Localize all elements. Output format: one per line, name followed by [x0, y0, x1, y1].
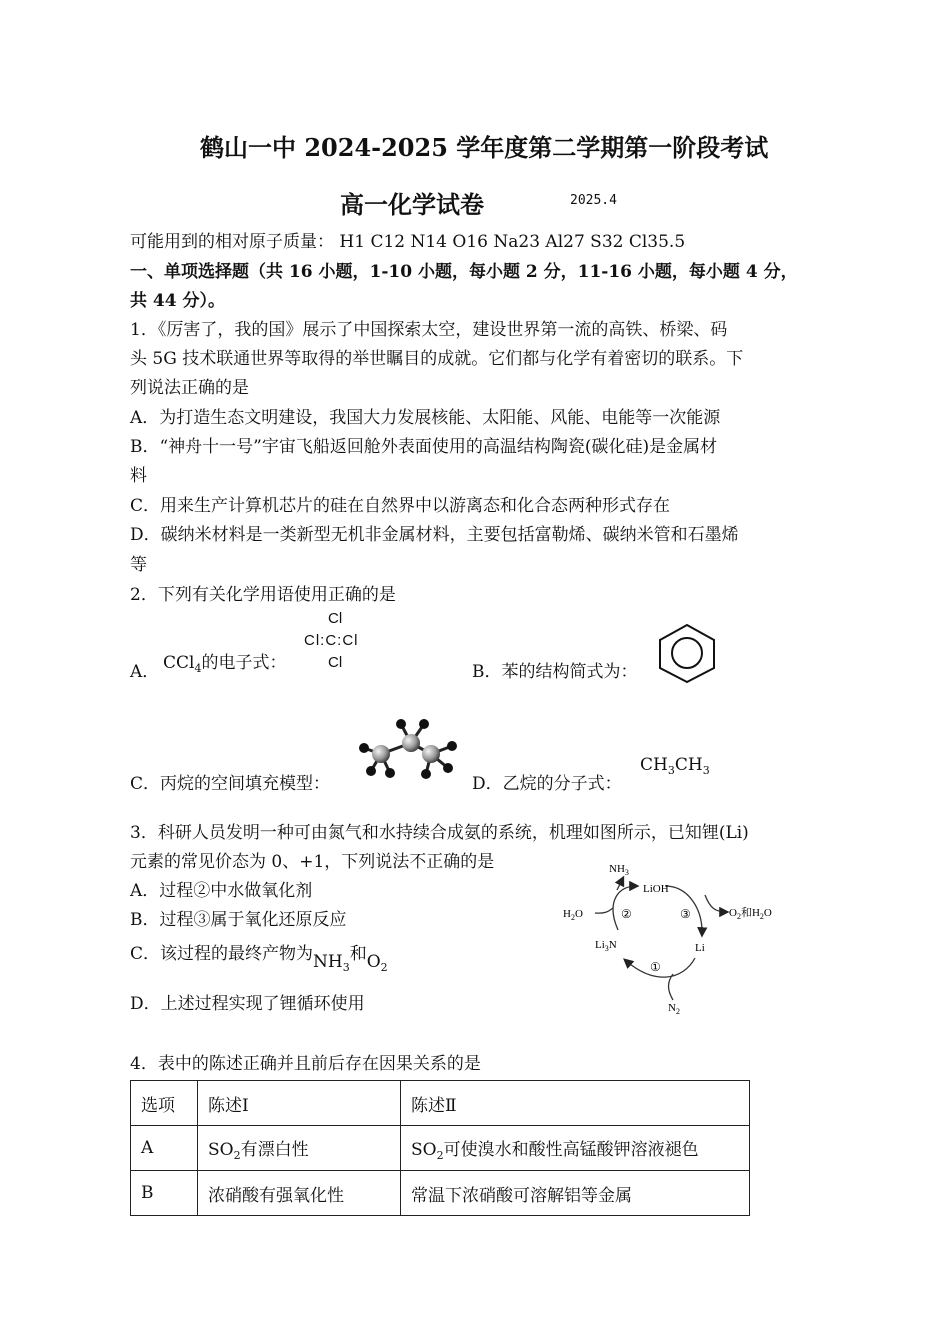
diagram-lioh-label: LiOH	[643, 883, 669, 895]
q1-option-d-line1: D．碳纳米材料是一类新型无机非金属材料，主要包括富勒烯、碳纳米管和石墨烯	[130, 525, 739, 545]
q3-option-d: D．上述过程实现了锂循环使用	[130, 994, 365, 1014]
table-header-cell: 选项	[131, 1081, 198, 1126]
q3-stem-line1: 3．科研人员发明一种可由氮气和水持续合成氨的系统，机理如图所示，已知锂(Li)	[130, 823, 749, 843]
q1-stem-line3: 列说法正确的是	[130, 378, 249, 398]
q3-stem-line2: 元素的常见价态为 0、+1，下列说法不正确的是	[130, 852, 495, 872]
q2-option-a-formula: CCl$_4$的电子式：	[163, 653, 287, 675]
electron-formula-center-row: Cl:C:Cl	[304, 632, 359, 649]
lithium-cycle-diagram	[555, 850, 805, 1025]
table-cell-statement2: 常温下浓硝酸可溶解铝等金属	[401, 1171, 750, 1216]
diagram-nh3-label: $NH_3$	[609, 863, 629, 877]
q1-stem-line2: 头 5G 技术联通世界等取得的举世瞩目的成就。它们都与化学有着密切的联系。下	[130, 349, 744, 369]
table-header-cell: 陈述Ⅰ	[198, 1081, 401, 1126]
diagram-step2-label: ②	[621, 907, 632, 921]
section-heading-line2: 共 44 分）。	[130, 291, 225, 311]
table-cell-option: A	[131, 1126, 198, 1171]
electron-formula-cl-bottom: Cl	[328, 654, 343, 671]
diagram-n2-label: $N_2$	[668, 1002, 680, 1016]
q1-option-d-line2: 等	[130, 555, 147, 575]
table-row	[131, 1171, 750, 1216]
exam-date: 2025.4	[570, 193, 617, 208]
q1-option-b-line1: B．“神舟十一号”宇宙飞船返回舱外表面使用的高温结构陶瓷(碳化硅)是金属材	[130, 437, 718, 457]
diagram-step3-label: ③	[680, 907, 691, 921]
electron-formula-cl-top: Cl	[328, 610, 343, 627]
q1-option-b-line2: 料	[130, 466, 147, 486]
section-heading-line1: 一、单项选择题（共 16 小题，1-10 小题，每小题 2 分，11-16 小题，每小题 4 分，	[130, 262, 798, 282]
q4-stem: 4．表中的陈述正确并且前后存在因果关系的是	[130, 1054, 481, 1074]
table-row	[131, 1126, 750, 1171]
table-cell-statement1: $SO_2$有漂白性	[198, 1126, 401, 1171]
table-cell-option: B	[131, 1171, 198, 1216]
diagram-li-label: Li	[695, 942, 705, 954]
table-header-row	[131, 1081, 750, 1126]
diagram-li3n-label: $Li_3N$	[595, 939, 617, 953]
q4-table	[130, 1080, 750, 1216]
q2-option-c: C．丙烷的空间填充模型：	[130, 774, 331, 794]
diagram-h2o-label: $H_2O$	[563, 908, 583, 922]
table-cell-statement2: $SO_2$可使溴水和酸性高锰酸钾溶液褪色	[401, 1126, 750, 1171]
q2-option-d: D．乙烷的分子式：	[472, 774, 622, 794]
q1-option-c: C．用来生产计算机芯片的硅在自然界中以游离态和化合态两种形式存在	[130, 496, 671, 516]
ethane-formula: $CH_3CH_3$	[640, 755, 710, 777]
table-header-cell: 陈述Ⅱ	[401, 1081, 750, 1126]
exam-subtitle: 高一化学试卷	[340, 190, 484, 219]
q2-option-a-label: A．	[130, 662, 160, 682]
atomic-mass-line: 可能用到的相对原子质量： H1 C12 N14 O16 Na23 Al27 S32 Cl35.5	[130, 232, 686, 252]
propane-space-filling-model	[356, 716, 460, 782]
diagram-o2-h2o-label: $O_2$和$H_2O$	[729, 907, 772, 921]
q1-option-a: A．为打造生态文明建设，我国大力发展核能、太阳能、风能、电能等一次能源	[130, 408, 721, 428]
q2-stem: 2．下列有关化学用语使用正确的是	[130, 585, 396, 605]
table-cell-statement1: 浓硝酸有强氧化性	[198, 1171, 401, 1216]
q2-option-b: B．苯的结构简式为：	[472, 662, 638, 682]
benzene-structure-icon	[654, 622, 720, 684]
q1-stem-line1: 1．《厉害了，我的国》展示了中国探索太空，建设世界第一流的高铁、桥梁、码	[130, 320, 728, 340]
exam-title: 鹤山一中 2024-2025 学年度第二学期第一阶段考试	[200, 133, 769, 162]
q3-option-b: B．过程③属于氧化还原反应	[130, 910, 347, 930]
q3-option-a: A．过程②中水做氧化剂	[130, 881, 313, 901]
q3-option-c: C．该过程的最终产物为$NH_3$和$O_2$	[130, 944, 388, 974]
diagram-step1-label: ①	[650, 960, 661, 974]
ccl4-electron-formula	[304, 610, 374, 674]
